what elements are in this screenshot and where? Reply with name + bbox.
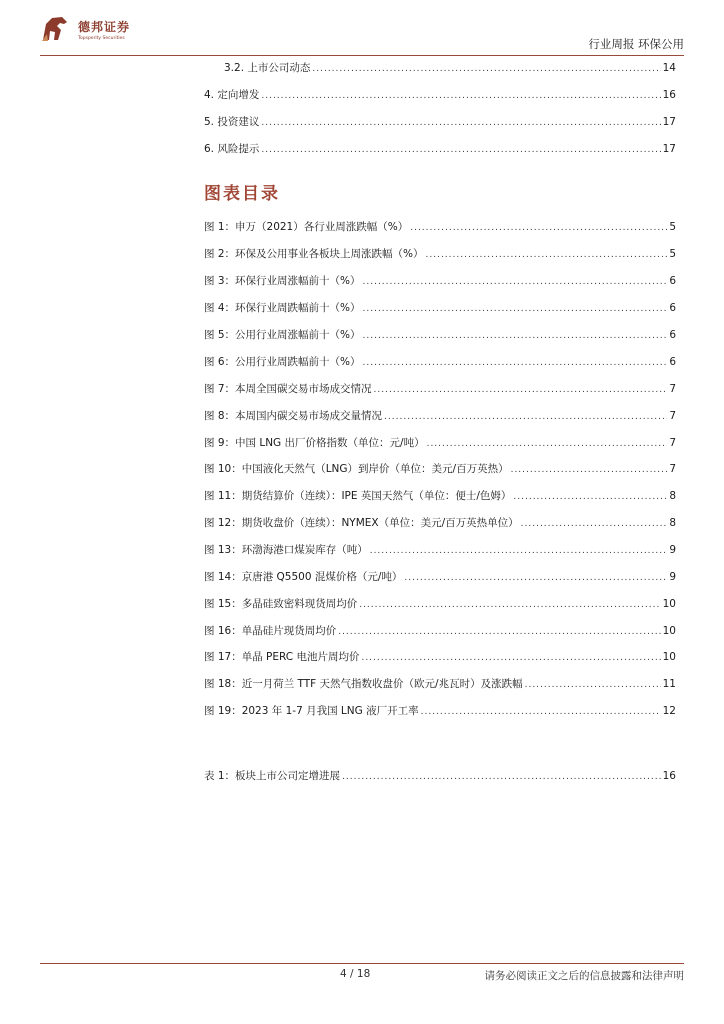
figure-entry-page: 6: [669, 275, 676, 287]
figure-entry-label: 图 7：本周全国碳交易市场成交情况: [204, 383, 372, 395]
figure-entry-page: 7: [669, 437, 676, 449]
figure-entry-page: 10: [662, 598, 676, 610]
figure-entry-page: 7: [669, 410, 676, 422]
toc-leader-dots: [359, 597, 660, 613]
company-logo: [40, 14, 180, 48]
figure-entry-label: 图 4：环保行业周跌幅前十（%）: [204, 302, 361, 314]
figure-entry[interactable]: [204, 703, 676, 719]
footer-divider: [40, 963, 684, 964]
toc-entry[interactable]: [204, 114, 676, 130]
toc-leader-dots: [384, 409, 667, 425]
toc-entry-label: 5. 投资建议: [204, 116, 260, 128]
toc-entry-label: 6. 风险提示: [204, 143, 260, 155]
table-entry[interactable]: [204, 768, 676, 784]
figure-entry-page: 8: [669, 517, 676, 529]
figure-entry-page: 6: [669, 356, 676, 368]
toc-leader-dots: [427, 436, 668, 452]
toc-entry-page: 16: [662, 89, 676, 101]
figure-entry-page: 6: [669, 329, 676, 341]
disclaimer-note: 请务必阅读正文之后的信息披露和法律声明: [484, 970, 684, 982]
figure-entry[interactable]: [204, 649, 676, 665]
figure-entry[interactable]: [204, 488, 676, 504]
figure-entry-label: 图 6：公用行业周跌幅前十（%）: [204, 356, 361, 368]
figure-entry[interactable]: [204, 569, 676, 585]
figure-entry-label: 图 15：多晶硅致密料现货周均价: [204, 598, 358, 610]
toc-leader-dots: [261, 142, 660, 158]
toc-entry-label: 4. 定向增发: [204, 89, 260, 101]
toc-leader-dots: [261, 88, 660, 104]
toc-leader-dots: [370, 543, 668, 559]
toc-leader-dots: [410, 220, 667, 236]
figure-entry-page: 5: [669, 221, 676, 233]
table-entry-label: 表 1：板块上市公司定增进展: [204, 770, 341, 782]
toc-entry-page: 17: [662, 143, 676, 155]
toc-entry[interactable]: [224, 60, 676, 76]
figure-entry-label: 图 3：环保行业周涨幅前十（%）: [204, 275, 361, 287]
figure-entry[interactable]: [204, 300, 676, 316]
toc-leader-dots: [342, 769, 661, 785]
figure-entry[interactable]: [204, 623, 676, 639]
figure-entry-page: 12: [662, 705, 676, 717]
figure-entry[interactable]: [204, 461, 676, 477]
figure-entry-page: 7: [669, 463, 676, 475]
figures-list-title: 图表目录: [204, 184, 280, 204]
figure-entry[interactable]: [204, 354, 676, 370]
figure-entry[interactable]: [204, 219, 676, 235]
figure-entry-page: 6: [669, 302, 676, 314]
figure-entry-label: 图 19：2023 年 1-7 月我国 LNG 液厂开工率: [204, 705, 419, 717]
toc-leader-dots: [421, 704, 661, 720]
toc-leader-dots: [404, 570, 667, 586]
toc-leader-dots: [525, 677, 661, 693]
figure-entry-label: 图 18：近一月荷兰 TTF 天然气指数收盘价（欧元/兆瓦时）及涨跌幅: [204, 678, 523, 690]
figure-entry[interactable]: [204, 246, 676, 262]
figure-entry-label: 图 17：单晶 PERC 电池片周均价: [204, 651, 360, 663]
figure-entry-label: 图 12：期货收盘价（连续）：NYMEX（单位：美元/百万英热单位）: [204, 517, 519, 529]
figure-entry[interactable]: [204, 435, 676, 451]
toc-leader-dots: [426, 247, 668, 263]
header-divider: [40, 55, 684, 56]
figure-entry[interactable]: [204, 327, 676, 343]
toc-entry[interactable]: [204, 141, 676, 157]
toc-leader-dots: [374, 382, 668, 398]
page-number: 4 / 18: [340, 968, 371, 980]
figure-entry-label: 图 13：环渤海港口煤炭库存（吨）: [204, 544, 368, 556]
toc-leader-dots: [363, 301, 668, 317]
figure-entry[interactable]: [204, 515, 676, 531]
figure-entry-label: 图 1：申万（2021）各行业周涨跌幅（%）: [204, 221, 409, 233]
figure-entry-page: 5: [669, 248, 676, 260]
toc-leader-dots: [363, 355, 668, 371]
logo-chinese-name: 德邦证券: [78, 20, 131, 34]
table-entry-page: 16: [662, 770, 676, 782]
toc-leader-dots: [363, 274, 668, 290]
toc-leader-dots: [511, 462, 668, 478]
report-category: 行业周报 环保公用: [588, 37, 684, 51]
toc-leader-dots: [312, 61, 660, 77]
figure-entry[interactable]: [204, 273, 676, 289]
toc-leader-dots: [261, 115, 660, 131]
toc-entry-page: 14: [662, 62, 676, 74]
toc-leader-dots: [521, 516, 668, 532]
figure-entry-page: 11: [662, 678, 676, 690]
figure-entry[interactable]: [204, 596, 676, 612]
toc-leader-dots: [361, 650, 660, 666]
figure-entry-label: 图 8：本周国内碳交易市场成交量情况: [204, 410, 383, 422]
figure-entry-label: 图 2：环保及公用事业各板块上周涨跌幅（%）: [204, 248, 424, 260]
figure-entry-page: 10: [662, 651, 676, 663]
figure-entry-page: 10: [662, 625, 676, 637]
figure-entry[interactable]: [204, 381, 676, 397]
toc-leader-dots: [363, 328, 668, 344]
figure-entry-page: 7: [669, 383, 676, 395]
figure-entry-label: 图 11：期货结算价（连续）：IPE 英国天然气（单位：便士/色姆）: [204, 490, 512, 502]
toc-entry-label: 3.2. 上市公司动态: [224, 62, 311, 74]
toc-entry-page: 17: [662, 116, 676, 128]
figure-entry-label: 图 16：单晶硅片现货周均价: [204, 625, 337, 637]
figure-entry[interactable]: [204, 408, 676, 424]
figure-entry-label: 图 10：中国液化天然气（LNG）到岸价（单位：美元/百万英热）: [204, 463, 509, 475]
figure-entry-page: 8: [669, 490, 676, 502]
page-header: [40, 12, 684, 52]
figure-entry-page: 9: [669, 571, 676, 583]
figure-entry[interactable]: [204, 542, 676, 558]
figure-entry-label: 图 9：中国 LNG 出厂价格指数（单位：元/吨）: [204, 437, 425, 449]
figure-entry-label: 图 14：京唐港 Q5500 混煤价格（元/吨）: [204, 571, 403, 583]
logo-mark-icon: [40, 14, 70, 44]
toc-leader-dots: [338, 624, 660, 640]
figure-entry-label: 图 5：公用行业周涨幅前十（%）: [204, 329, 361, 341]
logo-english-name: Topsperity Securities: [78, 36, 125, 41]
toc-leader-dots: [513, 489, 667, 505]
figure-entry[interactable]: [204, 676, 676, 692]
figure-entry-page: 9: [669, 544, 676, 556]
toc-entry[interactable]: [204, 87, 676, 103]
